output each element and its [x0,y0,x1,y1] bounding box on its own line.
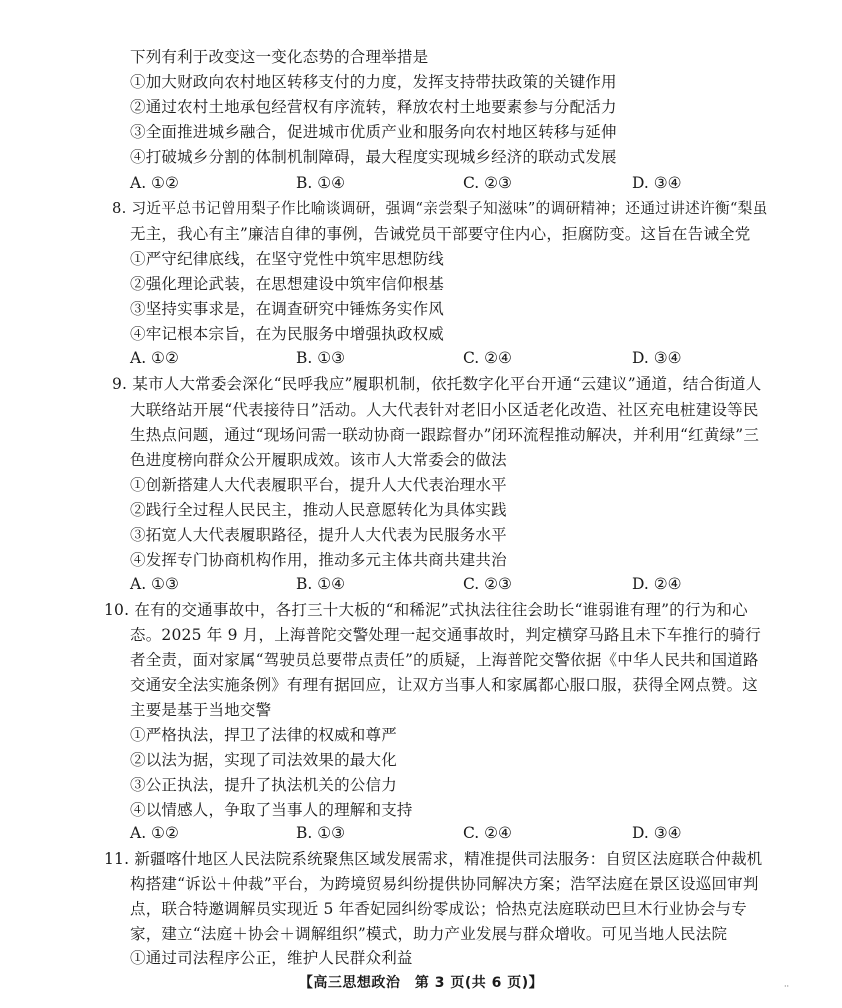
q7-option-a: A. ①② [130,174,179,192]
corner-mark: ·· [784,982,790,991]
q9-item-2: ②践行全过程人民民主，推动人民意愿转化为具体实践 [130,501,507,519]
q10-item-1: ①严格执法，捍卫了法律的权威和尊严 [130,726,397,744]
q10-stem-line-4: 交通安全法实施条例》有理有据回应，让双方当事人和家属都心服口服，获得全网点赞。这 [130,676,759,694]
q10-option-b: B. ①③ [296,824,346,842]
q7-item-4: ④打破城乡分割的体制机制障碍，最大程度实现城乡经济的联动式发展 [130,148,617,166]
q10-stem-line-2: 态。2025 年 9 月，上海普陀交警处理一起交通事故时，判定横穿马路且未下车推行的骑行 [130,626,761,644]
q9-stem-line-2: 大联络站开展“代表接待日”活动。人大代表针对老旧小区适老化改造、社区充电桩建设等民 [130,401,759,419]
q9-option-c: C. ②③ [463,575,512,593]
q10-stem-line-1: 10. 在有的交通事故中，各打三十大板的“和稀泥”式执法往往会助长“谁弱谁有理”的行为和心 [104,601,748,619]
q7-option-d: D. ③④ [632,174,682,192]
q10-item-2: ②以法为据，实现了司法效果的最大化 [130,751,397,769]
q7-option-b: B. ①④ [296,174,346,192]
q10-stem-line-5: 主要是基于当地交警 [130,701,272,719]
q9-item-3: ③拓宽人大代表履职路径，提升人大代表为民服务水平 [130,526,507,544]
q8-stem-line-1: 8. 习近平总书记曾用梨子作比喻谈调研，强调“亲尝梨子知滋味”的调研精神；还通过讲述许衡“梨虽 [112,200,768,217]
q9-option-a: A. ①③ [130,575,179,593]
q7-item-1: ①加大财政向农村地区转移支付的力度，发挥支持带扶政策的关键作用 [130,73,617,91]
q10-stem-line-3: 者全责，面对家属“驾驶员总要带点责任”的质疑，上海普陀交警依据《中华人民共和国道路 [130,651,759,669]
q9-option-d: D. ②④ [632,575,682,593]
q7-item-2: ②通过农村土地承包经营权有序流转，释放农村土地要素参与分配活力 [130,98,617,116]
q7-item-3: ③全面推进城乡融合，促进城市优质产业和服务向农村地区转移与延伸 [130,123,617,141]
q8-item-2: ②强化理论武装，在思想建设中筑牢信仰根基 [130,275,445,293]
q11-item-1: ①通过司法程序公正，维护人民群众利益 [130,949,413,967]
q9-item-4: ④发挥专门协商机构作用，推动多元主体共商共建共治 [130,551,507,569]
q11-stem-line-4: 家，建立“法庭＋协会＋调解组织”模式，助力产业发展与群众增收。可见当地人民法院 [130,925,728,943]
page-footer: 【高三思想政治 第 3 页(共 6 页)】 [298,975,544,991]
q10-option-c: C. ②④ [463,824,512,842]
q7-option-c: C. ②③ [463,174,512,192]
q8-option-b: B. ①③ [296,349,346,367]
q8-item-1: ①严守纪律底线，在坚守党性中筑牢思想防线 [130,250,445,268]
q8-item-3: ③坚持实事求是，在调查研究中锤炼务实作风 [130,300,445,318]
q10-item-4: ④以情感人，争取了当事人的理解和支持 [130,801,413,819]
q8-item-4: ④牢记根本宗旨，在为民服务中增强执政权威 [130,325,445,343]
q8-option-d: D. ③④ [632,349,682,367]
q10-option-a: A. ①② [130,824,179,842]
q11-stem-line-2: 构搭建“诉讼＋仲裁”平台，为跨境贸易纠纷提供协同解决方案；浩罕法庭在景区设巡回审判 [130,875,759,893]
q11-stem-line-3: 点，联合特邀调解员实现近 5 年香妃园纠纷零成讼；恰热克法庭联动巴旦木行业协会与专 [130,900,747,918]
q11-stem-line-1: 11. 新疆喀什地区人民法院系统聚焦区域发展需求，精准提供司法服务：自贸区法庭联合仲裁机 [104,850,763,868]
q8-stem-line-2: 无主，我心有主”廉洁自律的事例，告诫党员干部要守住内心，拒腐防变。这旨在告诫全党 [130,225,751,243]
q9-stem-line-1: 9. 某市人大常委会深化“民呼我应”履职机制，依托数字化平台开通“云建议”通道，结合街道人 [112,375,762,393]
q7-stem: 下列有利于改变这一变化态势的合理举措是 [130,48,429,66]
q10-option-d: D. ③④ [632,824,682,842]
q9-option-b: B. ①④ [296,575,346,593]
q10-item-3: ③公正执法，提升了执法机关的公信力 [130,776,397,794]
q8-option-a: A. ①② [130,349,179,367]
q8-option-c: C. ②④ [463,349,512,367]
q9-stem-line-4: 色进度榜向群众公开履职成效。该市人大常委会的做法 [130,451,507,469]
q9-item-1: ①创新搭建人大代表履职平台，提升人大代表治理水平 [130,476,507,494]
q9-stem-line-3: 生热点问题，通过“现场问需一联动协商一跟踪督办”闭环流程推动解决，并利用“红黄绿”三 [130,426,760,444]
